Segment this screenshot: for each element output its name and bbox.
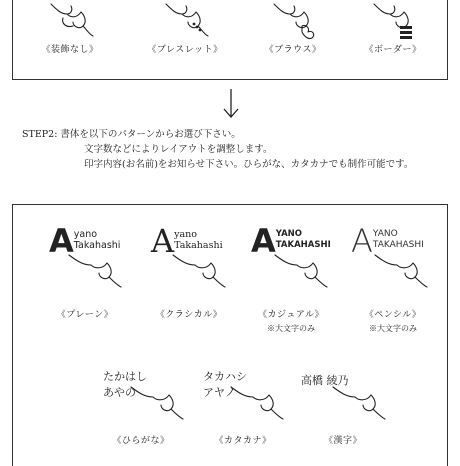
- option-label: 《ブレスレット》: [147, 45, 223, 55]
- option-blouse[interactable]: [255, 0, 331, 55]
- arrow-down-icon: [222, 88, 240, 120]
- sample-line-a: YANO: [372, 229, 398, 239]
- option-label: 《ブラウス》: [264, 45, 322, 55]
- font-label: 《クラシカル》: [155, 310, 223, 320]
- sample-initial: A: [151, 222, 175, 260]
- option-label: 《ボーダー》: [364, 45, 422, 55]
- font-plain[interactable]: [35, 222, 135, 341]
- font-classical[interactable]: [137, 222, 241, 341]
- hand-illustration-icon: [227, 385, 287, 425]
- font-options-panel: [12, 204, 448, 466]
- step2-line-2: 文字数などによりレイアウトを調整します。: [84, 144, 273, 155]
- option-label: 《装飾なし》: [41, 45, 99, 55]
- font-hiragana[interactable]: [91, 369, 191, 465]
- sample-line-a: タカハシ: [203, 370, 247, 383]
- hand-illustration-icon: [43, 0, 97, 42]
- font-label: 《プレーン》: [56, 310, 114, 320]
- step2-line-3: 印字内容(お名前)をお知らせ下さい。ひらがな、カタカナでも制作可能です。: [84, 159, 414, 170]
- font-note: ※大文字のみ: [369, 324, 417, 333]
- hand-illustration-icon: [329, 385, 389, 425]
- hand-illustration-icon: [371, 253, 431, 293]
- sample-line-a: 高橋 綾乃: [301, 374, 349, 387]
- font-label: 《ペンシル》: [364, 310, 422, 320]
- sample-line-a: yano: [174, 229, 197, 240]
- font-label: 《漢字》: [323, 436, 362, 446]
- step2-instructions: [22, 127, 413, 172]
- sample-line-a: たかはし: [103, 370, 147, 383]
- font-casual[interactable]: [239, 222, 343, 341]
- font-kanji[interactable]: [293, 369, 393, 465]
- sample-line-b: Takahashi: [73, 240, 121, 251]
- hand-illustration-icon: [271, 253, 331, 293]
- font-pencil[interactable]: [341, 222, 445, 341]
- option-border[interactable]: [353, 0, 433, 55]
- sample-initial: A: [351, 222, 373, 260]
- hand-border-icon: [366, 0, 420, 42]
- sample-initial: A: [251, 222, 276, 260]
- font-label: 《カジュアル》: [258, 310, 324, 320]
- option-bracelet[interactable]: [145, 0, 225, 55]
- hand-illustration-icon: [169, 253, 229, 293]
- font-label: 《ひらがな》: [112, 436, 170, 446]
- font-label: 《カタカナ》: [214, 436, 272, 446]
- sample-line-a: yano: [73, 229, 98, 240]
- font-note: ※大文字のみ: [267, 324, 315, 333]
- option-plain[interactable]: [35, 0, 105, 55]
- sample-line-b: あやの: [103, 386, 136, 399]
- sample-line-b: TAKAHASHI: [275, 240, 331, 250]
- hand-illustration-icon: [65, 253, 125, 293]
- sample-line-b: アヤノ: [203, 386, 236, 399]
- sample-line-b: TAKAHASHI: [372, 240, 424, 250]
- hand-blouse-icon: [266, 0, 320, 42]
- step2-line-1: STEP2: 書体を以下のパターンからお選び下さい。: [22, 129, 241, 140]
- sample-line-a: YANO: [275, 229, 303, 239]
- decoration-options-panel: [12, 0, 448, 80]
- font-katakana[interactable]: [193, 369, 293, 465]
- sample-line-b: Takahashi: [174, 240, 223, 251]
- hand-illustration-icon: [127, 385, 187, 425]
- sample-initial: A: [49, 222, 74, 260]
- hand-bracelet-icon: [158, 0, 212, 42]
